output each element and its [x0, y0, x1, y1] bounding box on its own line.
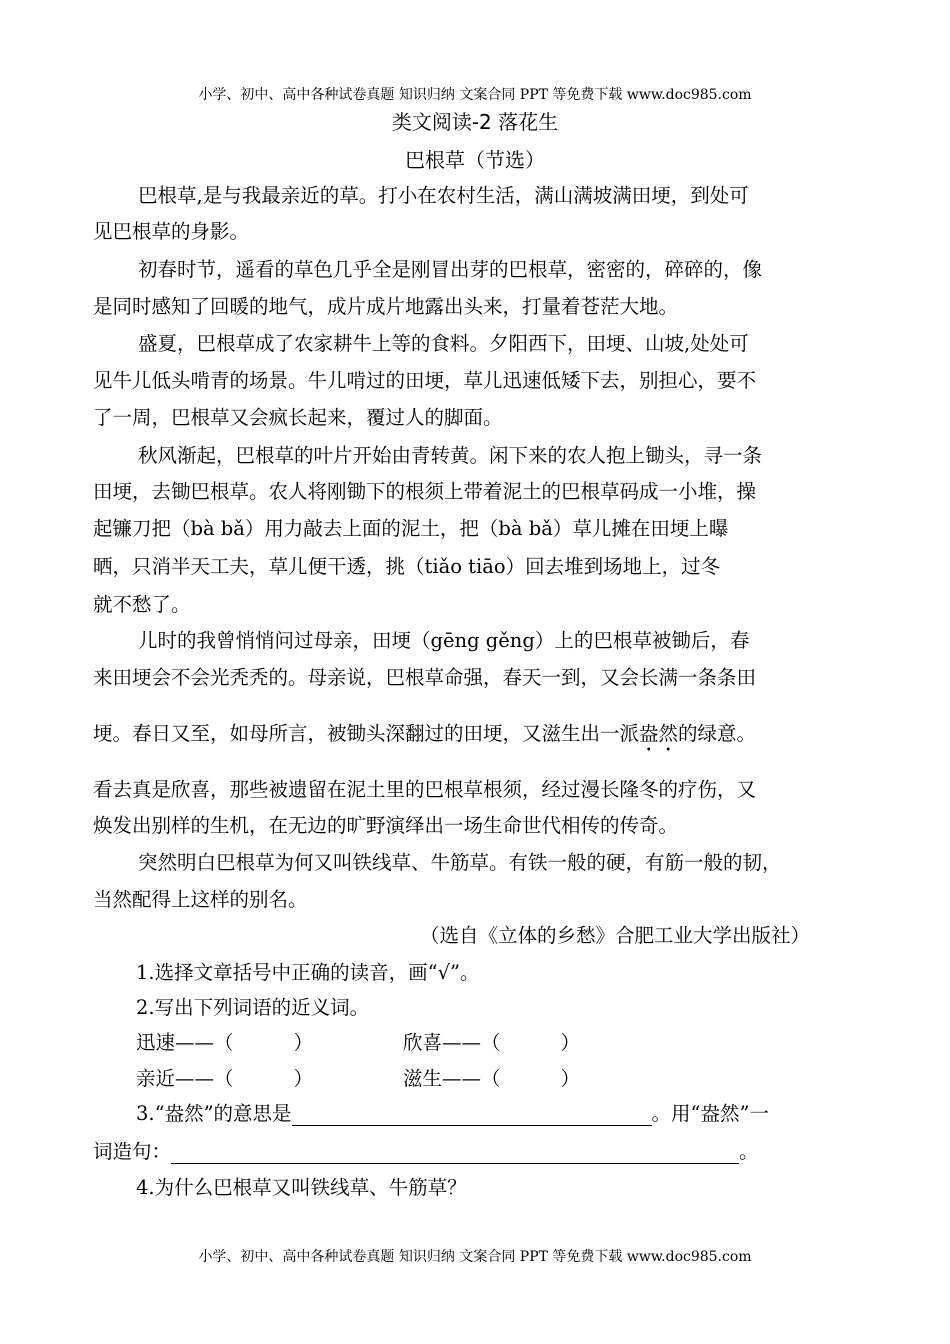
question-3-text: 。用“盎然”一: [651, 1102, 769, 1125]
page-title: 类文阅读-2 落花生: [391, 110, 559, 134]
article-line: 看去真是欣喜，那些被遗留在泥土里的巴根草根须，经过漫长隆冬的疗伤，又: [93, 778, 757, 801]
page-footer: 小学、初中、高中各种试卷真题 知识归纳 文案合同 PPT 等免费下载 www.doc985.com: [198, 1249, 752, 1265]
article-line: 秋风渐起，巴根草的叶片开始由青转黄。闲下来的农人抱上锄头，寻一条: [138, 444, 763, 467]
synonym-pair: [136, 1027, 313, 1055]
meaning-answer-line[interactable]: [292, 1105, 652, 1126]
article-line: 田埂，去锄巴根草。农人将刚锄下的根须上带着泥土的巴根草码成一小堆，操: [93, 480, 757, 503]
article-line: 巴根草,是与我最亲近的草。打小在农村生活，满山满坡满田埂，到处可: [138, 184, 749, 207]
article-line: 来田埂会不会光秃秃的。母亲说，巴根草命强，春天一到，又会长满一条条田: [93, 666, 757, 689]
question-3-sentence: [93, 1136, 759, 1164]
article-line: 晒，只消半天工夫，草儿便干透，挑（tiǎo tiāo）回去堆到场地上，过冬: [93, 555, 721, 578]
question-3-text: 。: [739, 1140, 759, 1163]
article-line: 是同时感知了回暖的地气，成片成片地露出头来，打量着苍茫大地。: [93, 295, 679, 318]
article-line: 了一周，巴根草又会疯长起来，覆过人的脚面。: [93, 406, 503, 429]
sentence-answer-line[interactable]: [171, 1143, 739, 1164]
article-line: 突然明白巴根草为何又叫铁线草、牛筋草。有铁一般的硬，有筋一般的韧，: [138, 851, 782, 874]
synonym-close: ）: [293, 1031, 314, 1054]
article-line: 焕发出别样的生机，在无边的旷野演绎出一场生命世代相传的传奇。: [93, 814, 679, 837]
article-line: 初春时节，遥看的草色几乎全是刚冒出芽的巴根草，密密的，碎碎的，像: [138, 258, 763, 281]
question-3-text: 词造句：: [93, 1140, 172, 1163]
article-title: 巴根草（节选）: [405, 148, 545, 172]
article-line: 见巴根草的身影。: [93, 220, 250, 243]
question-3: [136, 1098, 769, 1126]
article-line: [93, 718, 756, 756]
synonym-close: ）: [560, 1067, 581, 1090]
article-source: （选自《立体的乡愁》合肥工业大学出版社）: [420, 924, 811, 947]
article-line: 起镰刀把（bà bǎ）用力敲去上面的泥土，把（bà bǎ）草儿摊在田埂上曝: [93, 517, 729, 540]
article-line: 儿时的我曾悄悄问过母亲，田埂（gēng gěng）上的巴根草被锄后，春: [138, 629, 750, 652]
emphasized-word: 盎然: [639, 722, 679, 745]
synonym-pair: [403, 1063, 580, 1091]
article-line: 当然配得上这样的别名。: [93, 888, 308, 911]
question-2: 2.写出下列词语的近义词。: [136, 996, 370, 1019]
article-text: 的绿意。: [678, 722, 757, 745]
synonym-word: 迅速——（: [136, 1031, 234, 1054]
synonym-word: 滋生——（: [403, 1067, 501, 1090]
synonym-word: 欣喜——（: [403, 1031, 501, 1054]
article-line: 见牛儿低头啃青的场景。牛儿啃过的田埂，草儿迅速低矮下去，别担心，要不: [93, 369, 757, 392]
synonym-pair: [136, 1063, 313, 1091]
article-text: 埂。春日又至，如母所言，被锄头深翻过的田埂，又滋生出一派: [93, 722, 640, 745]
article-line: 盛夏，巴根草成了农家耕牛上等的食料。夕阳西下，田埂、山坡,处处可: [138, 332, 749, 355]
synonym-close: ）: [293, 1067, 314, 1090]
synonym-close: ）: [560, 1031, 581, 1054]
question-1: 1.选择文章括号中正确的读音，画“√”。: [136, 961, 480, 984]
article-line: 就不愁了。: [93, 593, 191, 616]
synonym-pair: [403, 1027, 580, 1055]
question-3-text: 3.“盎然”的意思是: [136, 1102, 292, 1125]
question-4: 4.为什么巴根草又叫铁线草、牛筋草？: [136, 1176, 467, 1199]
synonym-word: 亲近——（: [136, 1067, 234, 1090]
page-header: 小学、初中、高中各种试卷真题 知识归纳 文案合同 PPT 等免费下载 www.doc985.com: [198, 87, 752, 103]
